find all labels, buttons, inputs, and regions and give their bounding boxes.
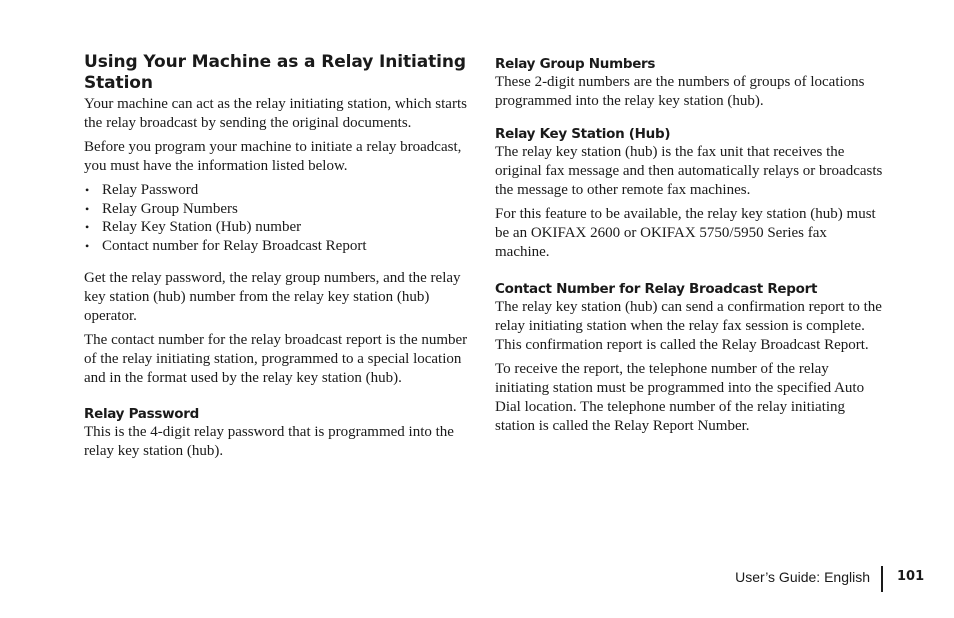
bullet-marker: • <box>85 183 90 197</box>
left-column <box>84 52 474 466</box>
before-paragraph: Before you program your machine to initiate a relay broadcast, you must have the information listed below. <box>84 139 462 174</box>
list-item <box>84 218 474 237</box>
get-info-paragraph: Get the relay password, the relay group numbers, and the relay key station (hub) number from the relay key station (hub) operator. <box>84 269 461 324</box>
bullet-marker: • <box>85 201 90 216</box>
page-footer <box>0 566 954 592</box>
relay-key-text-2: For this feature to be available, the relay key station (hub) must be an OKIFAX 2600 or OKIFAX 5750/5950 Series fax machine. <box>495 206 876 260</box>
list-item-text: Relay Key Station (Hub) number <box>102 219 302 236</box>
intro-paragraph: Your machine can act as the relay initiating station, which starts the relay broadcast by sending the original documents. <box>84 96 467 131</box>
list-item <box>84 200 474 219</box>
required-info-list <box>84 181 474 256</box>
page-number: 101 <box>897 569 925 584</box>
list-item-text: Relay Group Numbers <box>102 200 238 217</box>
relay-password-text: This is the 4-digit relay password that is programmed into the relay key station (hub). <box>84 423 454 459</box>
contact-number-text-2: To receive the report, the telephone number of the relay initiating station must be programmed into the specified Auto Dial location. The telephone number of the relay initiating station is called the Relay Report Number. <box>495 361 865 434</box>
contact-number-heading: Contact Number for Relay Broadcast Report <box>495 281 818 297</box>
footer-guide-label: User’s Guide: English <box>735 569 870 585</box>
list-item <box>84 181 474 200</box>
list-item-text: Contact number for Relay Broadcast Report <box>102 238 367 255</box>
right-column <box>495 52 885 441</box>
bullet-marker: • <box>85 239 90 254</box>
contact-number-text-1: The relay key station (hub) can send a confirmation report to the relay initiating station when the relay fax session is complete. This confirmation report is called the Relay Broadcast Report. <box>495 299 882 353</box>
relay-key-heading: Relay Key Station (Hub) <box>495 126 671 142</box>
list-item <box>84 237 474 256</box>
relay-group-text: These 2-digit numbers are the numbers of groups of locations programmed into the relay key station (hub). <box>495 74 865 109</box>
contact-info-paragraph: The contact number for the relay broadcast report is the number of the relay initiating station, programmed to a special location and in the format used by the relay key station (hub). <box>84 331 468 386</box>
list-item-text: Relay Password <box>102 182 199 198</box>
relay-key-text-1: The relay key station (hub) is the fax unit that receives the original fax message and then automatically relays or broadcasts the message to other remote fax machines. <box>495 144 883 198</box>
footer-divider <box>881 566 883 592</box>
relay-group-heading: Relay Group Numbers <box>495 56 656 72</box>
bullet-marker: • <box>85 220 90 235</box>
section-title: Using Your Machine as a Relay Initiating Station <box>84 52 466 93</box>
relay-password-heading: Relay Password <box>84 405 199 422</box>
